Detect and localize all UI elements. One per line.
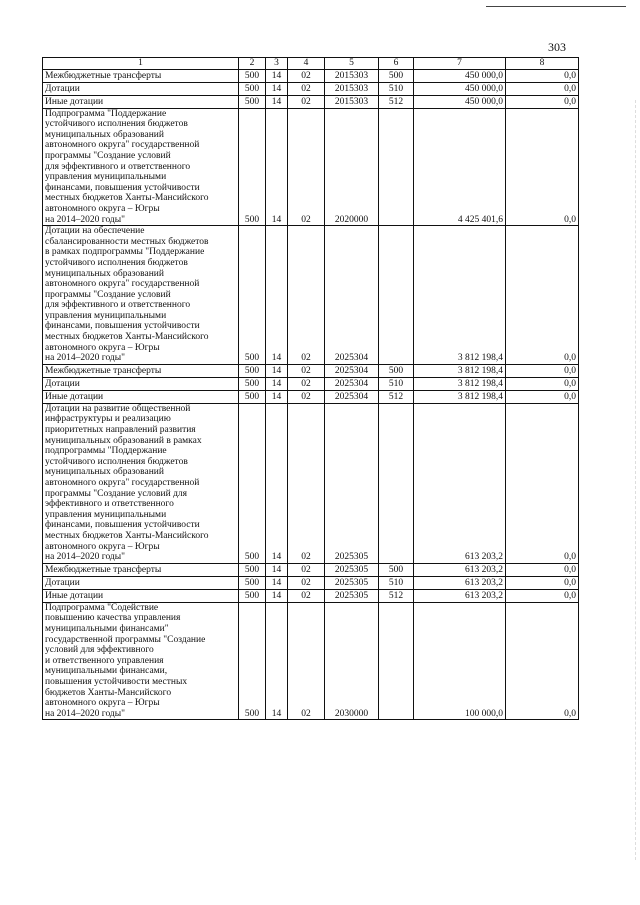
cell-amount: 613 203,2 — [414, 589, 506, 602]
table-row — [43, 576, 579, 589]
cell-amount: 3 812 198,4 — [414, 226, 506, 365]
cell-expense-type: 510 — [379, 82, 414, 95]
table-body — [43, 69, 579, 720]
cell-amount-2: 0,0 — [506, 82, 579, 95]
cell-expense-type: 500 — [379, 364, 414, 377]
row-name: Иные дотации — [43, 95, 239, 108]
row-name: Дотации — [43, 377, 239, 390]
column-header: 6 — [379, 58, 414, 70]
cell-code: 500 — [239, 69, 266, 82]
row-name: Дотации — [43, 576, 239, 589]
cell-section: 14 — [266, 576, 288, 589]
cell-amount-2: 0,0 — [506, 403, 579, 563]
row-name: Дотации — [43, 82, 239, 95]
cell-expense-type — [379, 108, 414, 226]
column-header: 5 — [325, 58, 379, 70]
cell-amount-2: 0,0 — [506, 377, 579, 390]
cell-code: 500 — [239, 82, 266, 95]
cell-subsection: 02 — [288, 576, 325, 589]
table-row — [43, 602, 579, 720]
cell-expense-type: 500 — [379, 69, 414, 82]
table-row — [43, 589, 579, 602]
cell-expense-type: 512 — [379, 390, 414, 403]
cell-target-article: 2020000 — [325, 108, 379, 226]
cell-target-article: 2025305 — [325, 563, 379, 576]
cell-target-article: 2015303 — [325, 69, 379, 82]
cell-expense-type: 510 — [379, 377, 414, 390]
cell-amount-2: 0,0 — [506, 108, 579, 226]
table-row — [43, 69, 579, 82]
row-name: Иные дотации — [43, 390, 239, 403]
row-name: Межбюджетные трансферты — [43, 69, 239, 82]
table-row — [43, 390, 579, 403]
table-row — [43, 364, 579, 377]
cell-amount-2: 0,0 — [506, 576, 579, 589]
cell-amount-2: 0,0 — [506, 563, 579, 576]
cell-amount-2: 0,0 — [506, 69, 579, 82]
row-name: Подпрограмма "Поддержание устойчивого исполнения бюджетов муниципальных образований автономного округа" государственной программы "Создание условий для эффективного и ответственного управления муниципальными финансами, повышения устойчивости местных бюджетов Ханты-Мансийского автономного округа – Югры на 2014–2020 годы" — [43, 108, 239, 226]
cell-subsection: 02 — [288, 95, 325, 108]
cell-expense-type — [379, 602, 414, 720]
cell-code: 500 — [239, 377, 266, 390]
cell-amount-2: 0,0 — [506, 226, 579, 365]
cell-target-article: 2025304 — [325, 377, 379, 390]
row-name: Межбюджетные трансферты — [43, 563, 239, 576]
table-row — [43, 108, 579, 226]
cell-expense-type: 510 — [379, 576, 414, 589]
cell-expense-type: 512 — [379, 95, 414, 108]
row-name: Иные дотации — [43, 589, 239, 602]
cell-code: 500 — [239, 576, 266, 589]
cell-subsection: 02 — [288, 69, 325, 82]
cell-subsection: 02 — [288, 364, 325, 377]
cell-subsection: 02 — [288, 563, 325, 576]
cell-subsection: 02 — [288, 82, 325, 95]
cell-amount-2: 0,0 — [506, 95, 579, 108]
table-row — [43, 377, 579, 390]
column-header: 7 — [414, 58, 506, 70]
cell-section: 14 — [266, 563, 288, 576]
cell-code: 500 — [239, 108, 266, 226]
scan-edge — [634, 100, 636, 860]
top-rule — [486, 6, 626, 7]
cell-target-article: 2025305 — [325, 576, 379, 589]
page-number: 303 — [548, 40, 566, 54]
cell-target-article: 2025304 — [325, 226, 379, 365]
cell-expense-type: 500 — [379, 563, 414, 576]
cell-code: 500 — [239, 563, 266, 576]
column-header: 3 — [266, 58, 288, 70]
cell-section: 14 — [266, 602, 288, 720]
cell-target-article: 2015303 — [325, 95, 379, 108]
column-header: 2 — [239, 58, 266, 70]
cell-target-article: 2015303 — [325, 82, 379, 95]
table-row — [43, 82, 579, 95]
cell-code: 500 — [239, 364, 266, 377]
cell-amount-2: 0,0 — [506, 602, 579, 720]
cell-amount-2: 0,0 — [506, 390, 579, 403]
cell-subsection: 02 — [288, 602, 325, 720]
table-row — [43, 95, 579, 108]
cell-amount: 450 000,0 — [414, 69, 506, 82]
cell-subsection: 02 — [288, 589, 325, 602]
row-name: Межбюджетные трансферты — [43, 364, 239, 377]
cell-section: 14 — [266, 69, 288, 82]
cell-target-article: 2025305 — [325, 589, 379, 602]
cell-target-article: 2030000 — [325, 602, 379, 720]
cell-code: 500 — [239, 95, 266, 108]
budget-table — [42, 57, 579, 720]
cell-code: 500 — [239, 589, 266, 602]
cell-amount: 613 203,2 — [414, 403, 506, 563]
cell-code: 500 — [239, 602, 266, 720]
cell-target-article: 2025305 — [325, 403, 379, 563]
cell-target-article: 2025304 — [325, 390, 379, 403]
cell-section: 14 — [266, 226, 288, 365]
cell-section: 14 — [266, 403, 288, 563]
cell-section: 14 — [266, 364, 288, 377]
cell-section: 14 — [266, 82, 288, 95]
cell-amount: 4 425 401,6 — [414, 108, 506, 226]
column-header: 4 — [288, 58, 325, 70]
table-row — [43, 226, 579, 365]
cell-amount: 613 203,2 — [414, 576, 506, 589]
cell-amount-2: 0,0 — [506, 364, 579, 377]
row-name: Дотации на обеспечение сбалансированности местных бюджетов в рамках подпрограммы "Поддержание устойчивого исполнения бюджетов муниципальных образований автономного округа" государственной программы "Создание условий для эффективного и ответственного управления муниципальными финансами, повышения устойчивости местных бюджетов Ханты-Мансийского автономного округа – Югры на 2014–2020 годы" — [43, 226, 239, 365]
cell-section: 14 — [266, 589, 288, 602]
cell-amount: 450 000,0 — [414, 82, 506, 95]
cell-code: 500 — [239, 390, 266, 403]
cell-subsection: 02 — [288, 390, 325, 403]
column-header: 8 — [506, 58, 579, 70]
cell-amount-2: 0,0 — [506, 589, 579, 602]
cell-expense-type — [379, 226, 414, 365]
cell-amount: 450 000,0 — [414, 95, 506, 108]
cell-section: 14 — [266, 390, 288, 403]
cell-amount: 3 812 198,4 — [414, 390, 506, 403]
cell-subsection: 02 — [288, 403, 325, 563]
cell-code: 500 — [239, 403, 266, 563]
cell-amount: 100 000,0 — [414, 602, 506, 720]
cell-target-article: 2025304 — [325, 364, 379, 377]
cell-section: 14 — [266, 95, 288, 108]
table-row — [43, 403, 579, 563]
row-name: Дотации на развитие общественной инфраструктуры и реализацию приоритетных направлений развития муниципальных образований в рамках подпрограммы "Поддержание устойчивого исполнения бюджетов муниципальных образований автономного округа" государственной программы "Создание условий для эффективного и ответственного управления муниципальными финансами, повышения устойчивости местных бюджетов Ханты-Мансийского автономного округа – Югры на 2014–2020 годы" — [43, 403, 239, 563]
cell-section: 14 — [266, 108, 288, 226]
cell-subsection: 02 — [288, 108, 325, 226]
cell-subsection: 02 — [288, 226, 325, 365]
column-header: 1 — [43, 58, 239, 70]
cell-expense-type: 512 — [379, 589, 414, 602]
cell-code: 500 — [239, 226, 266, 365]
cell-amount: 3 812 198,4 — [414, 364, 506, 377]
row-name: Подпрограмма "Содействие повышению качества управления муниципальными финансами" государственной программы "Создание условий для эффективного и ответственного управления муниципальными финансами, повышения устойчивости местных бюджетов Ханты-Мансийского автономного округа – Югры на 2014–2020 годы" — [43, 602, 239, 720]
table-header-row — [43, 58, 579, 70]
cell-amount: 3 812 198,4 — [414, 377, 506, 390]
cell-section: 14 — [266, 377, 288, 390]
cell-expense-type — [379, 403, 414, 563]
table-row — [43, 563, 579, 576]
cell-subsection: 02 — [288, 377, 325, 390]
cell-amount: 613 203,2 — [414, 563, 506, 576]
